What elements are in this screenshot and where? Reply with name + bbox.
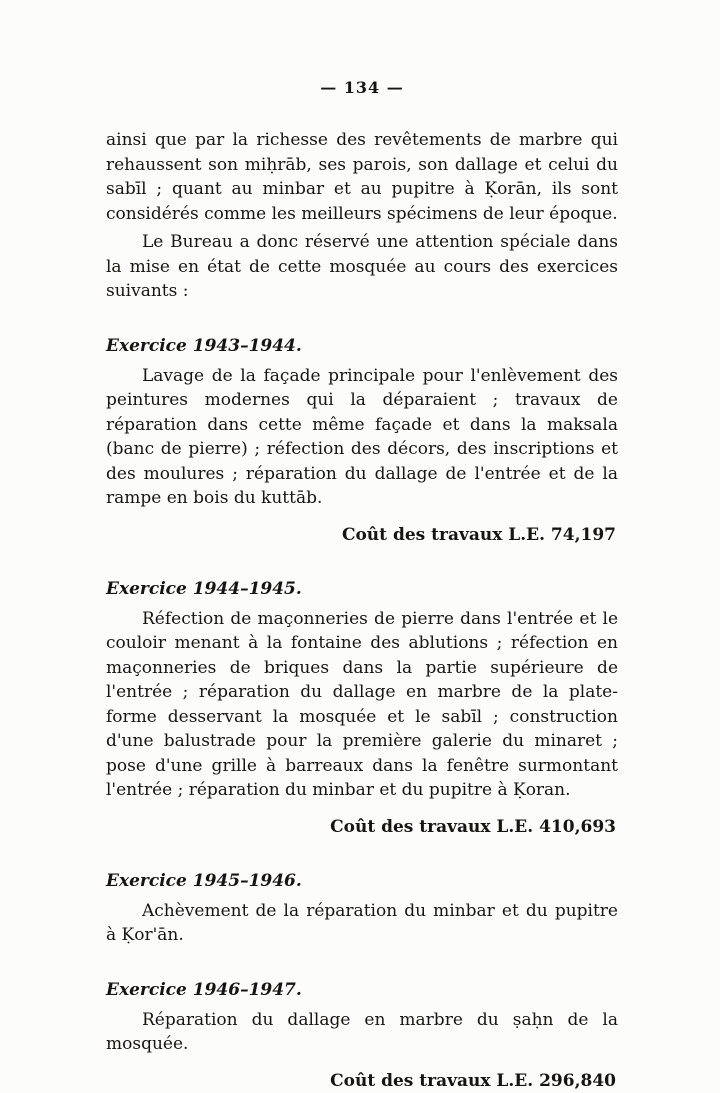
section-exercice-1944-1945 (106, 577, 618, 839)
intro-paragraph-continuation: ainsi que par la richesse des revêtements de marbre qui rehaussent son miḥrāb, ses parois, son dallage et celui du sabīl ; quant au minbar et au pupitre à Ḳorān, ils sont considérés comme les meilleurs spécimens de leur époque. (106, 130, 618, 224)
section-body: Réfection de maçonneries de pierre dans l'entrée et le couloir menant à la fontaine des ablutions ; réfection en maçonneries de briques dans la partie supérieure de l'entrée ; réparation du dallage en marbre de la plate-forme desservant la mosquée et le sabīl ; construction d'une balustrade pour la première galerie du minaret ; pose d'une grille à barreaux dans la fenêtre surmontant l'entrée ; réparation du minbar et du pupitre à Ḳoran. (106, 608, 618, 800)
section-body: Achèvement de la réparation du minbar et du pupitre à Ḳor'ān. (106, 900, 618, 945)
cost-line: Coût des travaux L.E. 74,197 (341, 524, 616, 545)
intro-paragraph-bureau: Le Bureau a donc réservé une attention spéciale dans la mise en état de cette mosquée au cours des exercices suivants : (106, 232, 618, 301)
page-number: — 134 — (320, 78, 404, 97)
section-heading: Exercice 1944–1945. (106, 578, 302, 599)
section-heading: Exercice 1945–1946. (106, 870, 302, 891)
cost-line: Coût des travaux L.E. 410,693 (330, 816, 616, 837)
section-exercice-1945-1946 (106, 869, 618, 948)
section-body: Lavage de la façade principale pour l'enlèvement des peintures modernes qui la déparaient ; travaux de réparation dans cette même façade et dans la maksala (banc de pierre) ; réfection des décors, des inscriptions et des moulures ; réparation du dallage de l'entrée et de la rampe en bois du kuttāb. (106, 365, 618, 508)
section-body: Réparation du dallage en marbre du ṣaḥn de la mosquée. (106, 1009, 618, 1054)
section-heading: Exercice 1943–1944. (106, 335, 302, 356)
section-heading: Exercice 1946–1947. (106, 979, 302, 1000)
section-exercice-1943-1944 (106, 334, 618, 547)
section-exercice-1946-1947 (106, 978, 618, 1093)
cost-line: Coût des travaux L.E. 296,840 (330, 1070, 616, 1091)
